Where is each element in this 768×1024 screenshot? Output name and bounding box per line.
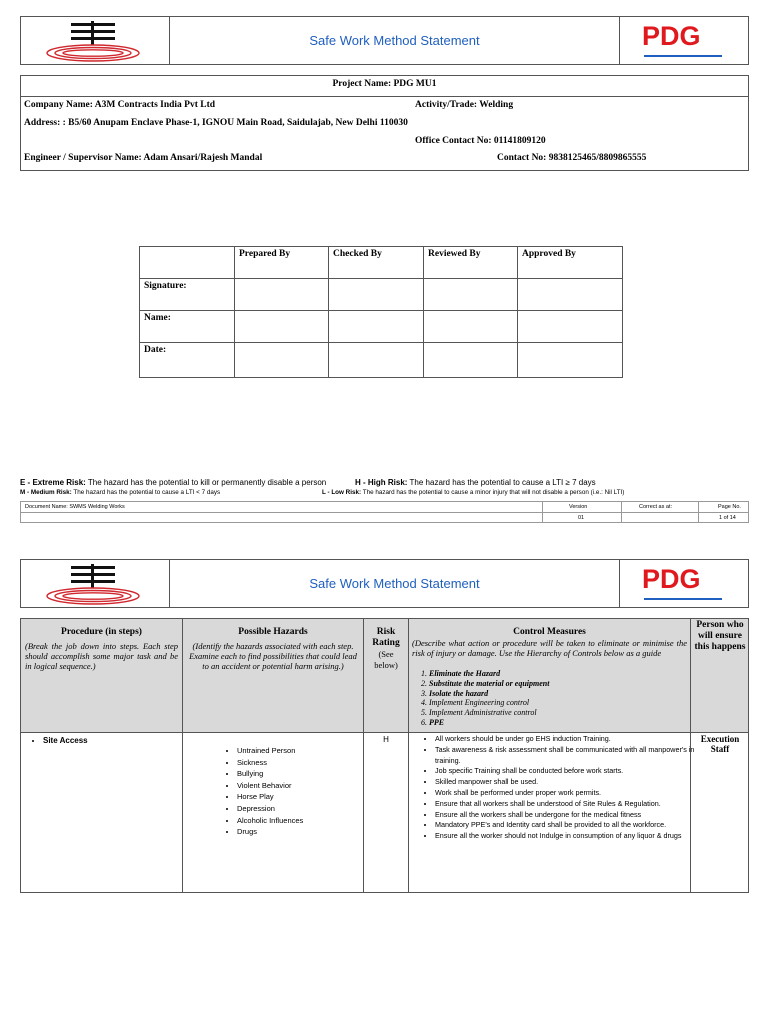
- office-contact: Office Contact No: 01141809120: [415, 136, 546, 146]
- control-measures-list: [413, 734, 703, 842]
- divider: [542, 502, 543, 522]
- name-label: Name:: [140, 311, 235, 343]
- name-cell[interactable]: [518, 311, 623, 343]
- control-item: • Ensure that all workers shall be understood of Site Rules & Regulation.: [435, 799, 703, 810]
- document-title: Safe Work Method Statement: [309, 33, 480, 48]
- procedure-step: [29, 736, 88, 745]
- control-measures-header: Control Measures: [513, 627, 586, 637]
- legend-medium-key: M - Medium Risk:: [20, 489, 72, 496]
- hazard-item: • Untrained Person: [237, 745, 303, 757]
- approved-by-header: Approved By: [518, 247, 623, 279]
- pdg-logo: [619, 17, 748, 64]
- control-measures-subtext: (Describe what action or procedure will be taken to eliminate or minimise the risk of injury or damage. Use the Hierarchy of Controls below as a guide: [412, 638, 687, 658]
- name-cell[interactable]: [424, 311, 518, 343]
- legend-extreme-text: The hazard has the potential to kill or permanently disable a person: [87, 478, 327, 487]
- divider: [21, 512, 748, 513]
- signoff-corner: [140, 247, 235, 279]
- date-label: Date:: [140, 343, 235, 378]
- hierarchy-item: 3. Isolate the hazard: [429, 689, 699, 699]
- person-responsible-header: Person who will ensure this happens: [694, 620, 746, 652]
- hierarchy-item: 2. Substitute the material or equipment: [429, 679, 699, 689]
- hazard-item: • Violent Behavior: [237, 780, 303, 792]
- date-cell[interactable]: [518, 343, 623, 378]
- risk-header-line1: Risk: [376, 627, 396, 637]
- signature-cell[interactable]: [518, 279, 623, 311]
- step-site-access: • Site Access: [43, 736, 88, 745]
- project-name: Project Name: PDG MU1: [332, 79, 437, 89]
- checked-by-header: Checked By: [329, 247, 424, 279]
- document-footer: [20, 501, 749, 523]
- control-item: • Skilled manpower shall be used.: [435, 777, 703, 788]
- name-cell[interactable]: [235, 311, 329, 343]
- signoff-table: [139, 246, 623, 378]
- project-info: [20, 75, 749, 171]
- pdg-wordmark: PDG: [642, 21, 701, 51]
- page-header: [20, 16, 749, 65]
- legend-low-key: L - Low Risk:: [322, 489, 362, 496]
- divider: [21, 96, 748, 97]
- risk-rating-subtext: (See below): [374, 649, 398, 670]
- legend-high-text: The hazard has the potential to cause a LTI ≥ 7 days: [409, 478, 596, 487]
- divider: [182, 619, 183, 892]
- correct-as-at-label: Correct as at:: [639, 504, 673, 510]
- control-item: • Ensure all the workers shall be undergone for the medical fitness: [435, 810, 703, 821]
- hierarchy-item: 4. Implement Engineering control: [429, 698, 699, 708]
- procedure-subtext: (Break the job down into steps. Each step should accomplish some major task and be in logical sequence.): [25, 641, 178, 671]
- company-name: Company Name: A3M Contracts India Pvt Ltd: [24, 100, 216, 110]
- version-label: Version: [569, 504, 588, 510]
- date-cell[interactable]: [329, 343, 424, 378]
- hazard-item: • Bullying: [237, 768, 303, 780]
- page-header: [20, 559, 749, 608]
- hazards-header: Possible Hazards: [238, 627, 308, 637]
- activity-trade: Activity/Trade: Welding: [415, 100, 514, 110]
- hazards-subtext: (Identify the hazards associated with each step. Examine each to find possibilities that could lead to an accident or potential harm arising.): [189, 641, 357, 671]
- signature-cell[interactable]: [424, 279, 518, 311]
- legend-extreme: [20, 478, 326, 487]
- control-item: • Mandatory PPE's and Identity card shall be provided to all the workforce.: [435, 820, 703, 831]
- signature-cell[interactable]: [329, 279, 424, 311]
- hierarchy-item: 5. Implement Administrative control: [429, 708, 699, 718]
- hazard-item: • Horse Play: [237, 791, 303, 803]
- signature-cell[interactable]: [235, 279, 329, 311]
- legend-medium: [20, 489, 220, 496]
- pdg-wordmark: PDG: [642, 564, 701, 594]
- legend-medium-text: The hazard has the potential to cause a LTI < 7 days: [73, 489, 221, 496]
- page-label: Page No.: [718, 504, 741, 510]
- swms-table: [20, 618, 749, 893]
- date-cell[interactable]: [424, 343, 518, 378]
- engineer-name: Engineer / Supervisor Name: Adam Ansari/Rajesh Mandal: [24, 153, 263, 163]
- legend-high: [355, 478, 596, 487]
- control-item: • Ensure all the worker should not Indulge in consumption of any liquor & drugs: [435, 831, 703, 842]
- pdg-underline: [644, 598, 722, 600]
- control-item: • Task awareness & risk assessment shall be communicated with all manpower's in training.: [435, 745, 703, 767]
- document-title: Safe Work Method Statement: [309, 576, 480, 591]
- hazard-item: • Alcoholic Influences: [237, 815, 303, 827]
- legend-low: [322, 489, 624, 496]
- risk-rating-header: [364, 627, 408, 649]
- hazard-item: • Drugs: [237, 826, 303, 838]
- prepared-by-header: Prepared By: [235, 247, 329, 279]
- signature-label: Signature:: [140, 279, 235, 311]
- risk-header-line2: Rating: [372, 638, 400, 648]
- document-name: Document Name: SWMS Welding Works: [25, 504, 125, 510]
- date-cell[interactable]: [235, 343, 329, 378]
- contact-number: Contact No: 9838125465/8809865555: [497, 153, 647, 163]
- reviewed-by-header: Reviewed By: [424, 247, 518, 279]
- page-number: 1 of 14: [719, 515, 736, 521]
- company-logo: [21, 17, 170, 64]
- procedure-header: Procedure (in steps): [61, 627, 142, 637]
- legend-low-text: The hazard has the potential to cause a minor injury that will not disable a person (i.e.: Nil LTI): [362, 489, 625, 496]
- legend-extreme-key: E - Extreme Risk:: [20, 478, 86, 487]
- responsible-person: Execution Staff: [700, 734, 740, 754]
- hazards-list: [223, 745, 303, 838]
- hierarchy-of-controls: [413, 669, 699, 728]
- control-item: • Work shall be performed under proper work permits.: [435, 788, 703, 799]
- pdg-underline: [644, 55, 722, 57]
- hazard-item: • Sickness: [237, 757, 303, 769]
- address: Address: : B5/60 Anupam Enclave Phase-1, IGNOU Main Road, Saidulajab, New Delhi 110030: [24, 118, 408, 128]
- divider: [408, 619, 409, 892]
- control-item: • All workers should be under go EHS induction Training.: [435, 734, 703, 745]
- risk-rating-value: H: [383, 735, 389, 744]
- divider: [363, 619, 364, 892]
- name-cell[interactable]: [329, 311, 424, 343]
- control-item: • Job specific Training shall be conducted before work starts.: [435, 766, 703, 777]
- version-value: 01: [578, 515, 585, 521]
- legend-high-key: H - High Risk:: [355, 478, 408, 487]
- hazard-item: • Depression: [237, 803, 303, 815]
- company-logo: [21, 560, 170, 607]
- divider: [21, 732, 748, 733]
- hierarchy-item: 1. Eliminate the Hazard: [429, 669, 699, 679]
- divider: [698, 502, 699, 522]
- pdg-logo: [619, 560, 748, 607]
- hierarchy-item: 6. PPE: [429, 718, 699, 728]
- divider: [621, 502, 622, 522]
